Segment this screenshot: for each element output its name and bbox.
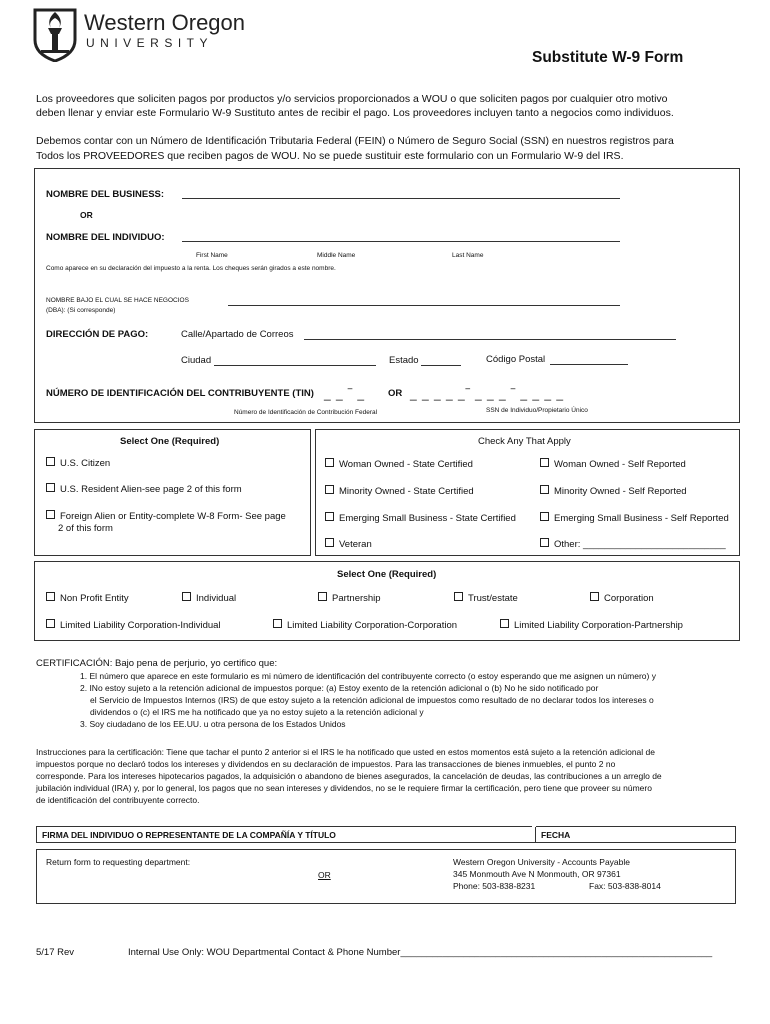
cert-minority-self[interactable]: Minority Owned - Self Reported	[540, 485, 687, 498]
city-label: Ciudad	[181, 355, 212, 366]
checkbox[interactable]	[46, 483, 55, 492]
state-field[interactable]	[421, 365, 461, 366]
state-label: Estado	[389, 355, 419, 366]
citizenship-option-resident-alien[interactable]: U.S. Resident Alien-see page 2 of this form	[46, 483, 242, 496]
torch-shield-icon	[32, 4, 78, 62]
citizenship-option-foreign-alien[interactable]: Foreign Alien or Entity-complete W-8 Form- See page	[46, 510, 286, 523]
internal-use-line: Internal Use Only: WOU Departmental Contact & Phone Number___________________________________________________________	[128, 947, 713, 958]
last-name-caption: Last Name	[452, 252, 484, 259]
revision-label: 5/17 Rev	[36, 947, 75, 958]
city-field[interactable]	[214, 365, 376, 366]
entity-trust[interactable]: Trust/estate	[454, 592, 518, 605]
checkbox[interactable]	[318, 592, 327, 601]
checkbox[interactable]	[454, 592, 463, 601]
entity-individual[interactable]: Individual	[182, 592, 236, 605]
cert-woman-self[interactable]: Woman Owned - Self Reported	[540, 458, 686, 471]
ssn-caption: SSN de Individuo/Propietario Único	[486, 407, 588, 414]
zip-field[interactable]	[550, 364, 628, 365]
entity-corporation[interactable]: Corporation	[590, 592, 654, 605]
checkbox[interactable]	[540, 458, 549, 467]
checkbox[interactable]	[500, 619, 509, 628]
instructions-line-1: Instrucciones para la certificación: Tiene que tachar el punto 2 anterior si el IRS le ha notificado que usted en estos momentos está sujeto a la retención adicional de	[36, 747, 655, 757]
individual-name-label: NOMBRE DEL INDIVIDUO:	[46, 232, 165, 243]
cert-woman-state[interactable]: Woman Owned - State Certified	[325, 458, 473, 471]
certification-item-2c: dividendos o (c) el IRS me ha notificado que ya no estoy sujeto a la retención adicional y	[90, 707, 424, 717]
or-label: OR	[80, 210, 93, 220]
certification-item-1: 1. El número que aparece en este formulario es mi número de identificación del contribuyente correcto (o estoy esperando que me asignen un número) y	[80, 671, 656, 681]
certification-item-3: 3. Soy ciudadano de los EE.UU. u otra persona de los Estados Unidos	[80, 719, 346, 729]
individual-name-field[interactable]	[182, 241, 620, 242]
zip-label: Código Postal	[486, 354, 546, 365]
checkbox[interactable]	[182, 592, 191, 601]
checkbox[interactable]	[540, 538, 549, 547]
ssn-digits[interactable]: _ _ _ _ _‾ _ _ _ ‾ _ _ _ _	[410, 387, 565, 401]
intro-p2-line1: Debemos contar con un Número de Identificación Tributaria Federal (FEIN) o Número de Seguro Social (SSN) en nuestros registros para	[36, 135, 674, 147]
instructions-line-5: de identificación del contribuyente correcto.	[36, 795, 200, 805]
entity-header: Select One (Required)	[337, 569, 437, 580]
checkbox[interactable]	[325, 458, 334, 467]
cert-minority-state[interactable]: Minority Owned - State Certified	[325, 485, 474, 498]
checkbox[interactable]	[325, 512, 334, 521]
checkbox[interactable]	[46, 619, 55, 628]
intro-p2-line2: Todos los PROVEEDORES que reciben pagos de WOU. No se puede sustituir este formulario con un Formulario W-9 del IRS.	[36, 150, 624, 162]
ap-address-line-2: 345 Monmouth Ave N Monmouth, OR 97361	[453, 869, 621, 879]
certification-title: CERTIFICACIÓN: Bajo pena de perjurio, yo certifico que:	[36, 658, 278, 669]
cert-veteran[interactable]: Veteran	[325, 538, 372, 551]
cert-other[interactable]: Other: ___________________________	[540, 538, 726, 551]
fein-digits[interactable]: _ _ ‾ _	[324, 387, 366, 401]
date-label: FECHA	[541, 830, 571, 840]
checkbox[interactable]	[46, 510, 55, 519]
instructions-line-2: impuestos porque no declaró todos los intereses y dividendos en su declaración de impuestos. Para las transacciones de bienes inmuebles, el punto 2 no	[36, 759, 616, 769]
dba-label-line1: NOMBRE BAJO EL CUAL SE HACE NEGOCIOS	[46, 297, 189, 304]
business-name-label: NOMBRE DEL BUSINESS:	[46, 189, 165, 200]
middle-name-caption: Middle Name	[317, 252, 356, 259]
citizenship-option-foreign-alien-cont: 2 of this form	[58, 523, 113, 534]
certifications-header: Check Any That Apply	[478, 436, 571, 447]
tax-return-note: Como aparece en su declaración del impuesto a la renta. Los cheques serán girados a este nombre.	[46, 265, 336, 272]
instructions-line-4: jubilación individual (IRA) y, por lo general, los pagos que no sean intereses y dividendos, no se le requiere firmar la certificación, pero tiene que proveer su número	[36, 783, 652, 793]
dba-label-line2: (DBA): (Si corresponde)	[46, 307, 116, 314]
intro-p1-line1: Los proveedores que soliciten pagos por productos y/o servicios proporcionados a WOU o que soliciten pagos por cualquier otro motivo	[36, 93, 668, 105]
tin-or: OR	[388, 388, 403, 399]
entity-partnership[interactable]: Partnership	[318, 592, 381, 605]
logo-name: Western Oregon	[84, 10, 246, 35]
fein-caption: Número de Identificación de Contribución Federal	[234, 409, 378, 416]
street-field[interactable]	[304, 339, 676, 340]
citizenship-option-us-citizen[interactable]: U.S. Citizen	[46, 457, 110, 470]
checkbox[interactable]	[325, 485, 334, 494]
business-name-field[interactable]	[182, 198, 620, 199]
ap-fax: Fax: 503-838-8014	[589, 881, 661, 891]
entity-non-profit[interactable]: Non Profit Entity	[46, 592, 129, 605]
certification-item-2b: el Servicio de Impuestos Internos (IRS) de que estoy sujeto a la retención adicional de impuestos como resultado de no declarar todos los intereses o	[90, 695, 654, 705]
instructions-line-3: corresponde. Para los intereses hipotecarios pagados, la adquisición o abandono de bienes asegurados, la cancelación de deudas, las contribuciones a un arreglo de	[36, 771, 662, 781]
return-label: Return form to requesting department:	[46, 857, 191, 867]
checkbox[interactable]	[590, 592, 599, 601]
logo-university: UNIVERSITY	[86, 36, 214, 50]
checkbox[interactable]	[540, 485, 549, 494]
checkbox[interactable]	[273, 619, 282, 628]
entity-llc-individual[interactable]: Limited Liability Corporation-Individual	[46, 619, 221, 632]
signature-label: FIRMA DEL INDIVIDUO O REPRESENTANTE DE LA COMPAÑÍA Y TÍTULO	[42, 830, 336, 840]
form-title: Substitute W-9 Form	[532, 49, 684, 66]
certification-item-2a: 2. INo estoy sujeto a la retención adicional de impuestos porque: (a) Estoy exento de la retención adicional o (b) No he sido notificado por	[80, 683, 599, 693]
tin-label: NÚMERO DE IDENTIFICACIÓN DEL CONTRIBUYENTE (TIN)	[46, 388, 314, 399]
payment-address-label: DIRECCIÓN DE PAGO:	[46, 329, 149, 340]
street-label: Calle/Apartado de Correos	[181, 329, 294, 340]
checkbox[interactable]	[46, 592, 55, 601]
dba-field[interactable]	[228, 305, 620, 306]
citizenship-header: Select One (Required)	[120, 436, 220, 447]
checkbox[interactable]	[540, 512, 549, 521]
ap-address-line-1: Western Oregon University - Accounts Payable	[453, 857, 631, 867]
cert-esb-self[interactable]: Emerging Small Business - Self Reported	[540, 512, 729, 525]
ap-phone: Phone: 503-838-8231	[453, 881, 536, 891]
entity-llc-partnership[interactable]: Limited Liability Corporation-Partnership	[500, 619, 683, 632]
return-or: OR	[318, 870, 331, 880]
intro-p1-line2: deben llenar y enviar este Formulario W-9 Sustituto antes de recibir el pago. Los proveedores incluyen tanto a negocios como individuos.	[36, 107, 674, 119]
first-name-caption: First Name	[196, 252, 228, 259]
cert-esb-state[interactable]: Emerging Small Business - State Certified	[325, 512, 516, 525]
checkbox[interactable]	[325, 538, 334, 547]
wou-logo	[32, 4, 262, 64]
checkbox[interactable]	[46, 457, 55, 466]
entity-llc-corporation[interactable]: Limited Liability Corporation-Corporation	[273, 619, 457, 632]
